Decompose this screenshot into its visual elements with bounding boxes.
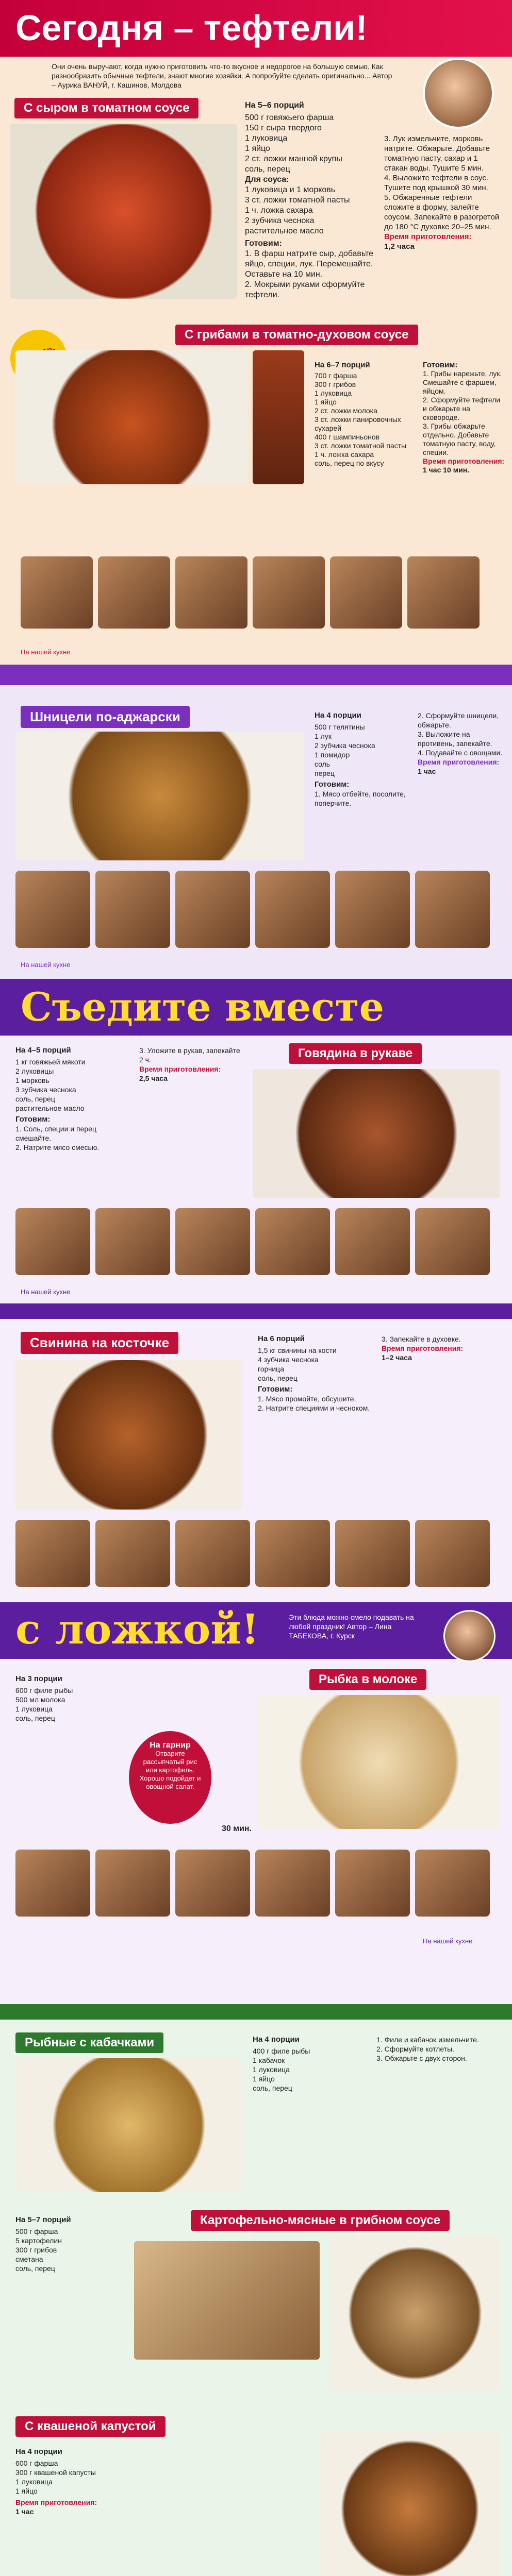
ingredient: 3 зубчика чеснока	[15, 1086, 76, 1094]
step-text: 1. Грибы нарежьте, лук. Смешайте с фаршем, яйцом.	[423, 369, 502, 395]
time-label: Время приготовления:	[384, 232, 472, 241]
step-text: 2. Натрите мясо смесью.	[15, 1143, 100, 1151]
tip-text: Отварите рассыпчатый рис или картофель. Хорошо подойдет и овощной салат.	[139, 1750, 201, 1790]
ingredient: 500 г фарша	[15, 2227, 58, 2235]
page-svinina	[0, 1303, 512, 2004]
recipe-title: С сыром в томатном соусе	[14, 98, 199, 118]
step-photos	[21, 556, 480, 629]
page-tefteli	[0, 0, 512, 665]
ingredient: 150 г сыра твердого	[245, 124, 322, 132]
portions: На 5–7 порций	[15, 2215, 71, 2224]
step-column	[418, 711, 505, 776]
portions: На 4 порции	[315, 711, 361, 720]
step-text: 2. Натрите специями и чесноком.	[258, 1404, 370, 1412]
step-photo	[335, 871, 410, 948]
dish-photo	[15, 2058, 242, 2192]
step-photo	[175, 556, 247, 629]
step-photos	[15, 1520, 490, 1587]
step-photo	[335, 1208, 410, 1275]
ingredient: 1 помидор	[315, 751, 350, 759]
step-column	[139, 1046, 242, 1083]
step-photo	[415, 1850, 490, 1917]
step-photo	[255, 1520, 330, 1587]
dish-photo	[258, 1695, 500, 1829]
ingredient: сметана	[15, 2255, 43, 2263]
step-column	[382, 1334, 500, 1362]
portions: На 4 порции	[15, 2447, 62, 2456]
dish-photo	[253, 1069, 500, 1198]
ingredient: 500 г говяжьего фарша	[245, 113, 334, 122]
time-value: 30 мин.	[222, 1824, 252, 1833]
time-value: 1 час	[15, 2507, 34, 2516]
step-photo	[175, 1208, 250, 1275]
ingredient: 1 луковица и 1 морковь	[245, 185, 336, 194]
ingredients-list	[15, 1674, 129, 1725]
step-photo	[415, 1208, 490, 1275]
ingredient: 1 луковица	[15, 2478, 53, 2486]
cook-label: Готовим:	[15, 1115, 51, 1124]
ingredient: 3 ст. ложки томатной пасты	[315, 442, 407, 450]
ingredients-list	[253, 2035, 366, 2095]
cook-label: Готовим:	[245, 239, 282, 248]
time-value: 1 час 10 мин.	[423, 466, 470, 474]
step-photo	[95, 1850, 170, 1917]
step-photo	[21, 556, 93, 629]
step-text: 3. Лук измельчите, морковь натрите. Обжарьте. Добавьте томатную пасту, сахар и 1 стакан воды. Тушите 5 мин.	[384, 134, 490, 173]
author-photo	[443, 1610, 496, 1662]
step-photo	[255, 1208, 330, 1275]
step-text: 5. Обжаренные тефтели сложите в форму, залейте соусом. Запекайте в разогретой до 180 °С духовке 20–25 мин.	[384, 193, 500, 231]
ingredient: 1 ч. ложка сахара	[315, 450, 374, 459]
top-band	[0, 665, 512, 685]
footer-label: На нашей кухне	[21, 648, 71, 656]
step-photos	[15, 871, 490, 948]
step-text: 2. Сформуйте шницели, обжарьте.	[418, 711, 499, 729]
ingredients-list	[245, 100, 374, 300]
dish-photo	[10, 124, 237, 299]
step-text: 3. Уложите в рукав, запекайте 2 ч.	[139, 1046, 240, 1064]
ingredient: 1 лук	[315, 732, 332, 740]
ingredient: 1 ч. ложка сахара	[245, 206, 313, 215]
step-text: 2. Сформуйте котлеты.	[376, 2045, 455, 2053]
footer-label: На нашей кухне	[21, 1288, 71, 1296]
page-rybnye	[0, 2004, 512, 2576]
ingredients-list	[15, 2215, 129, 2275]
step-text: 1. Соль, специи и перец смешайте.	[15, 1125, 96, 1142]
recipe-title: Картофельно-мясные в грибном соусе	[191, 2210, 450, 2231]
step-photo	[330, 556, 402, 629]
intro-text: Они очень выручают, когда нужно приготовить что-то вкусное и недорогое на большую семью. Как разнообразить обычные тефтели, знают многие хозяйки. А попробуйте сделать оригинально... Автор – Аурика ВАНУЙ, г. Кашинов, Молдова	[52, 62, 392, 89]
ingredient: 3 ст. ложки томатной пасты	[245, 196, 350, 205]
ingredient: 1 луковица	[15, 1705, 53, 1713]
ingredient: 5 картофелин	[15, 2236, 62, 2245]
ingredient: соль, перец	[245, 165, 290, 174]
footer-label: На нашей кухне	[423, 1937, 473, 1945]
portions: На 5–6 порций	[245, 101, 304, 110]
ingredient: 2 зубчика чеснока	[315, 741, 375, 750]
step-photo	[255, 1850, 330, 1917]
recipe-title: Говядина в рукаве	[289, 1043, 422, 1064]
step-photo	[95, 871, 170, 948]
ingredient: 300 г грибов	[315, 380, 356, 388]
ingredients-list	[315, 361, 418, 470]
ingredient: 2 зубчика чеснока	[245, 216, 315, 225]
ingredients-list	[315, 711, 407, 808]
ingredient: 400 г филе рыбы	[253, 2047, 310, 2055]
ingredient: 2 луковицы	[15, 1067, 54, 1075]
ingredient: 1 яйцо	[253, 2075, 275, 2083]
step-photo	[335, 1520, 410, 1587]
author-note: Эти блюда можно смело подавать на любой праздник! Автор – Лина ТАБЕКОВА, г. Курск	[289, 1613, 414, 1640]
time-label: Время приготовления:	[139, 1065, 221, 1073]
dish-photo	[15, 732, 304, 860]
recipe-title: Свинина на косточке	[21, 1332, 178, 1354]
step-column	[384, 134, 503, 251]
dish-photo	[15, 1360, 242, 1510]
ingredient: растительное масло	[245, 227, 324, 235]
ingredient: 1 луковица	[315, 389, 352, 397]
portions: На 6–7 порций	[315, 361, 370, 369]
step-column	[423, 361, 505, 474]
ingredient: перец	[315, 769, 335, 777]
step-photo	[175, 871, 250, 948]
step-photo	[15, 1520, 90, 1587]
step-text: 1. Мясо промойте, обсушите.	[258, 1395, 356, 1403]
ingredient: горчица	[258, 1365, 284, 1373]
cook-label: Готовим:	[315, 780, 350, 789]
step-photo	[415, 1520, 490, 1587]
time-label: Время приготовления:	[15, 2498, 97, 2506]
step-photo	[255, 871, 330, 948]
step-text: 4. Выложите тефтели в соус. Тушите под крышкой 30 мин.	[384, 174, 489, 192]
ingredient: соль, перец	[253, 2084, 292, 2092]
ingredient: соль	[315, 760, 331, 768]
ingredient: 1 яйцо	[315, 398, 337, 406]
portions: На 6 порций	[258, 1334, 305, 1343]
ingredient: 1 яйцо	[15, 2487, 38, 2495]
step-text: 3. Запекайте в духовке.	[382, 1335, 461, 1343]
time-value: 2,5 часа	[139, 1074, 168, 1082]
time-label: Время приготовления:	[382, 1344, 464, 1352]
ingredient: 500 г телятины	[315, 723, 365, 731]
ingredient: 1 кабачок	[253, 2056, 285, 2064]
step-photo	[335, 1850, 410, 1917]
footer-label: На нашей кухне	[21, 961, 71, 969]
ingredient: 1 луковица	[253, 2065, 290, 2074]
portions: На 4–5 порций	[15, 1046, 71, 1055]
top-band	[0, 1303, 512, 1319]
ingredient: 500 мл молока	[15, 1696, 65, 1704]
step-photo	[415, 871, 490, 948]
ingredient: 1 яйцо	[245, 144, 270, 153]
ingredient: 3 ст. ложки панировочных сухарей	[315, 415, 401, 432]
tip-title: На гарнир	[150, 1741, 191, 1750]
step-text: 1. Филе и кабачок измельчите.	[376, 2036, 479, 2044]
ingredient: 600 г фарша	[15, 2459, 58, 2467]
step-text: 4. Подавайте с овощами.	[418, 749, 503, 757]
time-value: 1 час	[418, 767, 436, 775]
recipe-title: С квашеной капустой	[15, 2416, 166, 2437]
ingredient: 1 луковица	[245, 134, 288, 143]
ingredient: растительное масло	[15, 1104, 85, 1112]
dish-photo	[330, 2236, 500, 2391]
step-column	[376, 2035, 500, 2063]
cook-label: Готовим:	[423, 361, 458, 369]
step-text: 1. В фарш натрите сыр, добавьте яйцо, специи, лук. Перемешайте. Оставьте на 10 мин.	[245, 249, 374, 279]
step-text: 1. Мясо отбейте, посолите, поперчите.	[315, 790, 406, 807]
top-band	[0, 2004, 512, 2020]
step-text: 2. Мокрыми руками сформуйте тефтели.	[245, 280, 365, 299]
step-text: 3. Выложите на противень, запекайте.	[418, 730, 492, 748]
portions: На 3 порции	[15, 1674, 62, 1683]
tip-badge	[129, 1731, 211, 1824]
time-label: Время приготовления:	[418, 758, 500, 766]
step-photo	[95, 1208, 170, 1275]
ingredient: 1 морковь	[15, 1076, 49, 1084]
ingredient: соль, перец по вкусу	[315, 459, 384, 467]
dish-photo	[320, 2432, 500, 2576]
ingredient: 400 г шампиньонов	[315, 433, 380, 441]
ingredient: 300 г грибов	[15, 2246, 57, 2254]
ingredient: Для соуса:	[245, 175, 289, 184]
ingredient: 2 ст. ложки манной крупы	[245, 155, 342, 163]
step-photo	[407, 556, 480, 629]
step-photo	[98, 556, 170, 629]
page-shnitseli	[0, 665, 512, 979]
ingredients-list	[15, 2447, 139, 2516]
recipe-title: Рыбка в молоке	[309, 1669, 426, 1690]
recipe-title: Шницели по-аджарски	[21, 706, 190, 728]
recipe-title: Рыбные с кабачками	[15, 2032, 163, 2053]
dish-photo	[15, 350, 247, 484]
cook-label: Готовим:	[258, 1385, 293, 1394]
step-photo	[175, 1850, 250, 1917]
ingredient: 2 ст. ложки молока	[315, 406, 377, 415]
recipe-title: С грибами в томатно-духовом соусе	[175, 325, 418, 345]
page-govyadina	[0, 979, 512, 1303]
step-text: 2. Сформуйте тефтели и обжарьте на сковороде.	[423, 396, 501, 421]
ingredient: 4 зубчика чеснока	[258, 1355, 319, 1364]
banner-title: с ложкой!	[15, 1605, 259, 1653]
ingredient: соль, перец	[15, 2264, 55, 2273]
step-text: 3. Грибы обжарьте отдельно. Добавьте томатную пасту, воду, специи.	[423, 422, 496, 456]
ingredient: 300 г квашеной капусты	[15, 2468, 96, 2477]
dish-photo	[253, 350, 304, 484]
step-photo	[15, 1208, 90, 1275]
page-title: Съедите вместе	[21, 984, 384, 1030]
step-photo	[253, 556, 325, 629]
author-photo	[423, 58, 494, 129]
time-label: Время приготовления:	[423, 457, 505, 465]
ingredient: 1,5 кг свинины на кости	[258, 1346, 337, 1354]
ingredients-list	[258, 1334, 371, 1413]
time-value: 1–2 часа	[382, 1353, 412, 1362]
step-photos	[15, 1208, 490, 1275]
ingredient: соль, перец	[15, 1714, 55, 1722]
ingredient: 600 г филе рыбы	[15, 1686, 73, 1694]
time-value: 1,2 часа	[384, 242, 415, 251]
step-photo	[15, 1850, 90, 1917]
step-photos	[15, 1850, 490, 1917]
ingredient: 1 кг говяжьей мякоти	[15, 1058, 86, 1066]
step-photo	[15, 871, 90, 948]
ingredient: соль, перец	[15, 1095, 55, 1103]
ingredient: соль, перец	[258, 1374, 298, 1382]
ingredients-list	[15, 1046, 129, 1152]
page-title: Сегодня – тефтели!	[15, 8, 368, 48]
ingredient: 700 г фарша	[315, 371, 357, 380]
portions: На 4 порции	[253, 2035, 300, 2044]
step-photo	[95, 1520, 170, 1587]
step-photo	[175, 1520, 250, 1587]
dish-photo	[134, 2241, 320, 2360]
step-text: 3. Обжарьте с двух сторон.	[376, 2054, 467, 2062]
